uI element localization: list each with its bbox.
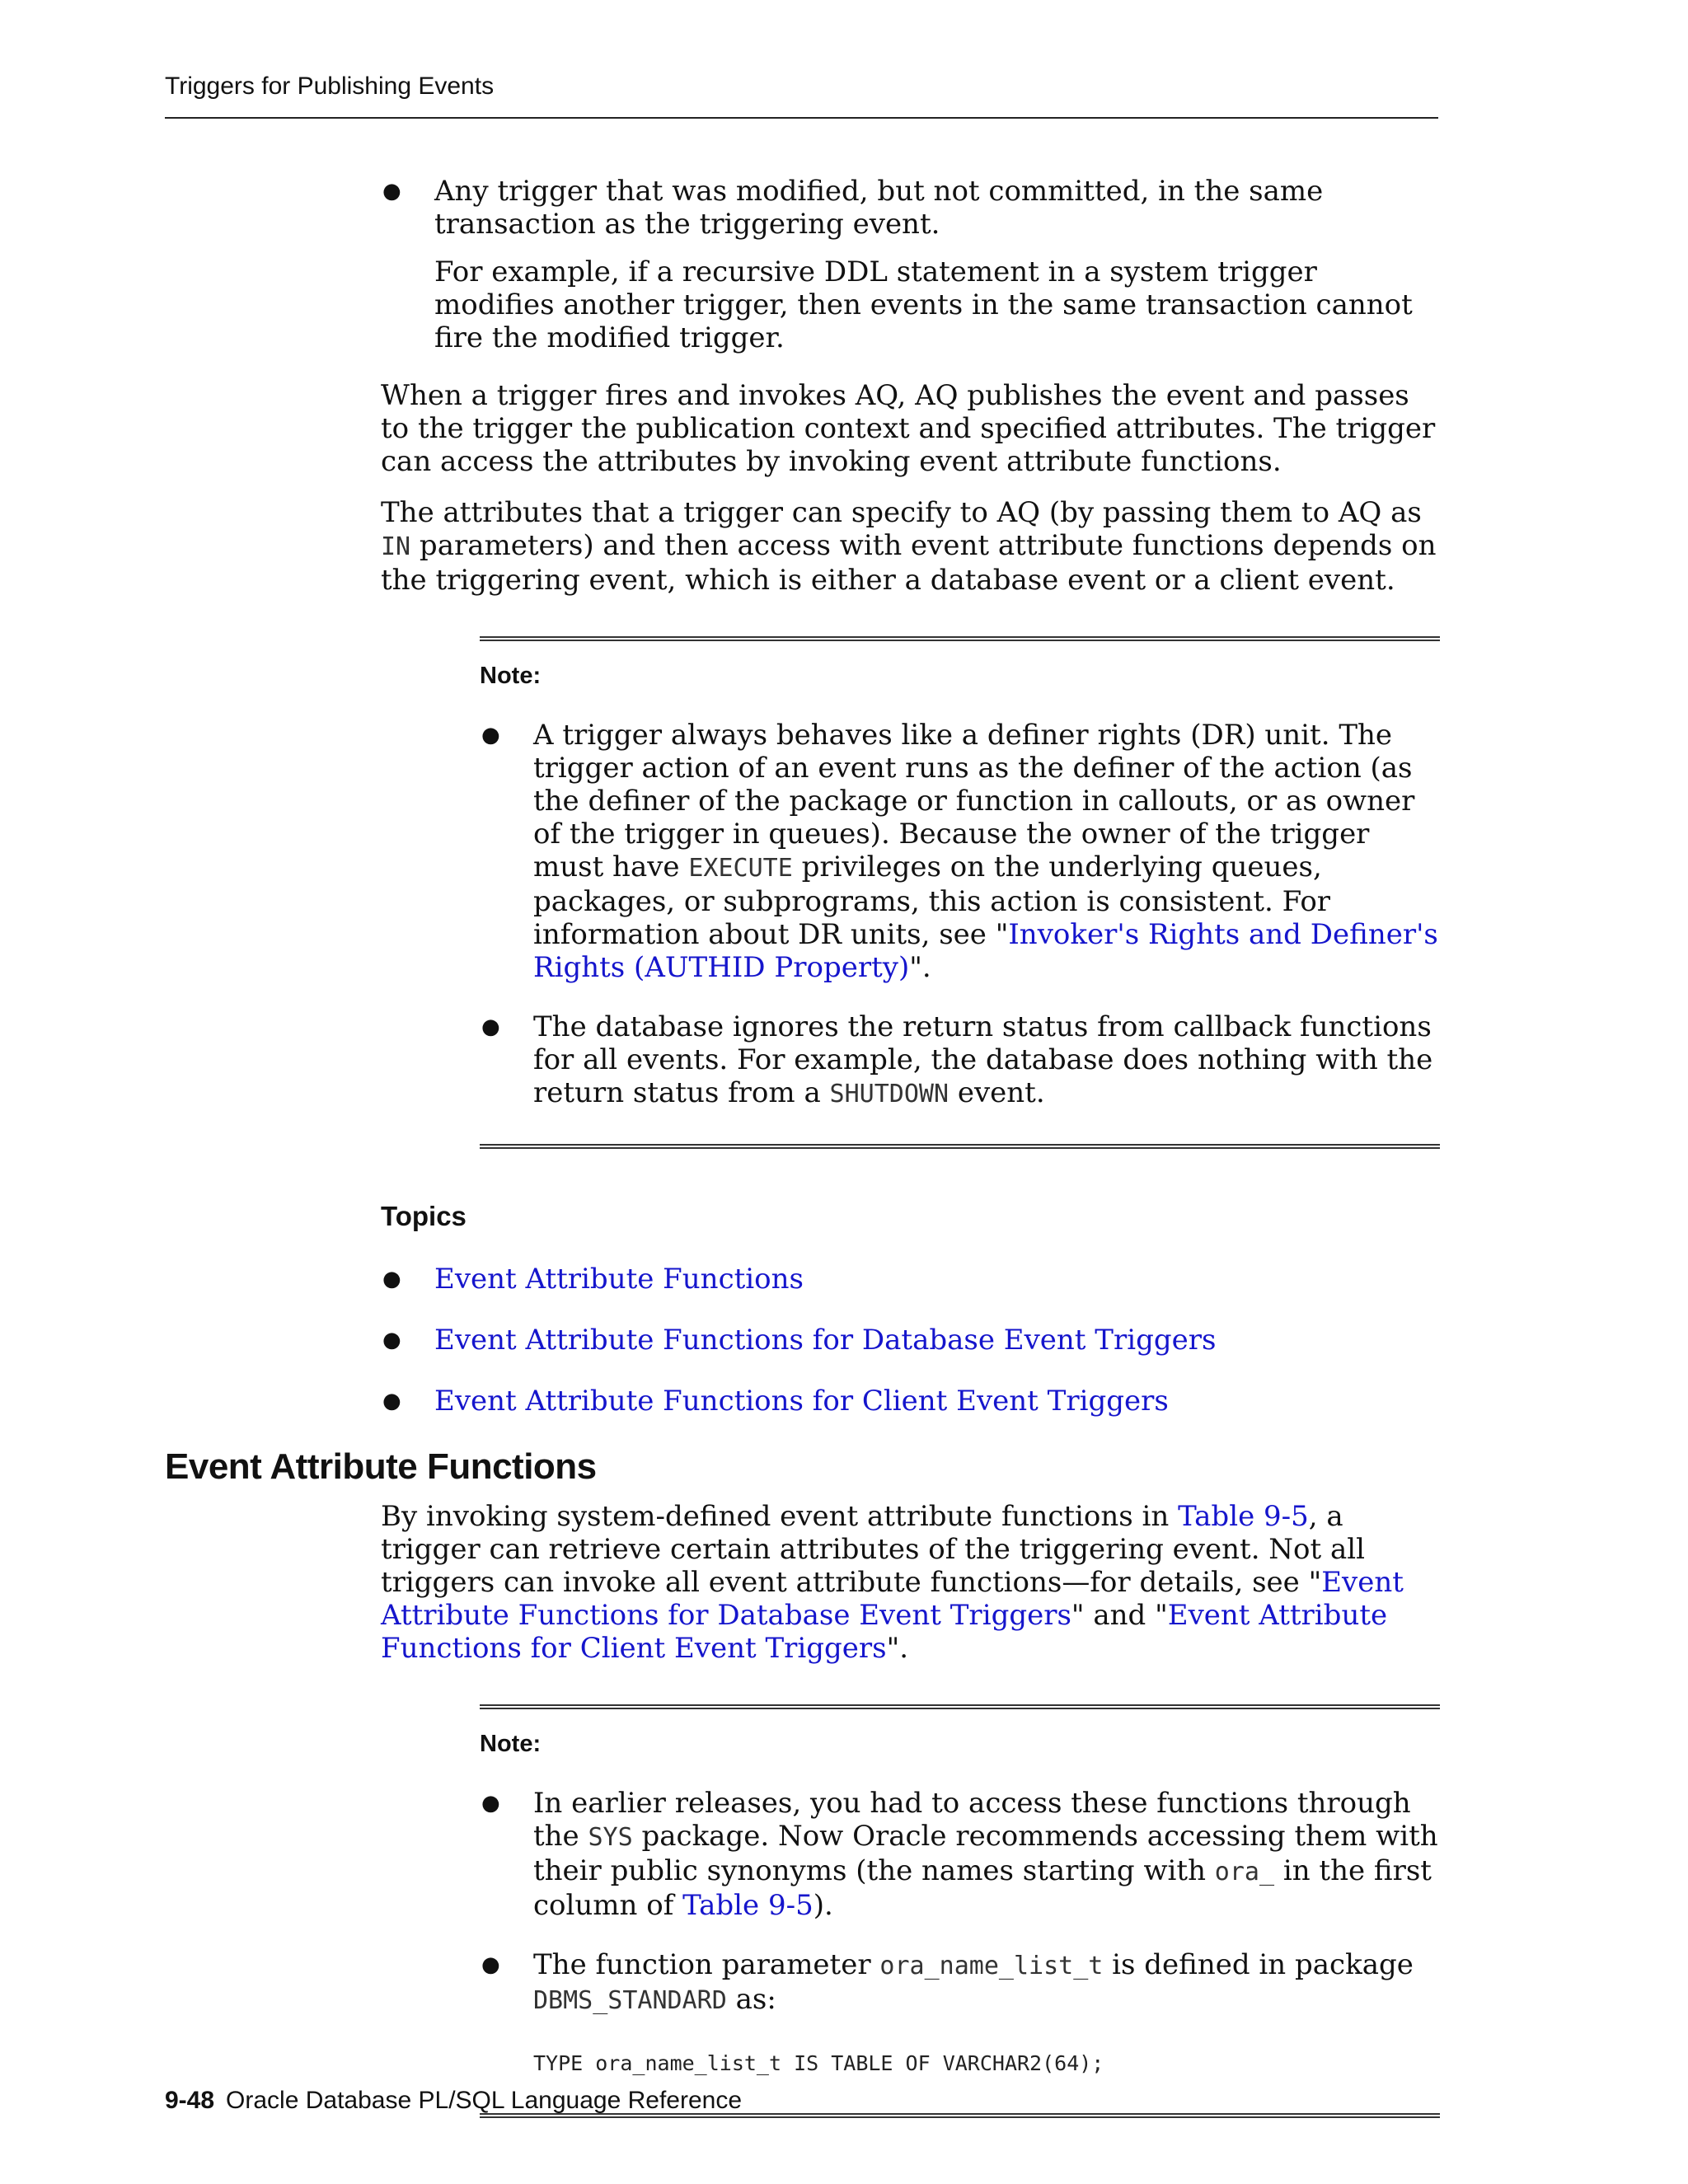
paragraph: [381, 496, 1440, 597]
text-run: ".: [909, 951, 931, 984]
inline-code: ora_: [1214, 1858, 1275, 1886]
xref-link[interactable]: Table 9-5: [682, 1889, 814, 1922]
bullet-icon: ●: [382, 179, 401, 204]
inline-code: SYS: [588, 1823, 633, 1852]
page-number: 9-48: [165, 2087, 215, 2114]
bullet-icon: ●: [382, 1267, 401, 1291]
topic-link[interactable]: Event Attribute Functions for Database Event Triggers: [434, 1324, 1217, 1357]
paragraph: When a trigger fires and invokes AQ, AQ publishes the event and passes to the trigger the publication context and specified attributes. The trigger can access the attributes by invoking event attribute functions.: [381, 379, 1436, 478]
xref-link[interactable]: Invoker's Rights and Definer's Rights (AUTHID Property): [533, 918, 1438, 984]
list-item: [480, 719, 1440, 984]
inline-code: SHUTDOWN: [829, 1080, 950, 1108]
bullet-text: Any trigger that was modified, but not committed, in the same transaction as the triggering event.: [434, 175, 1324, 241]
inline-code: EXECUTE: [688, 854, 793, 883]
note-box: [480, 636, 1440, 1149]
bullet-text: [533, 1948, 1440, 2018]
text-run: is defined in package: [1103, 1948, 1414, 1981]
bullet-icon: ●: [481, 1015, 500, 1039]
text-run: package. Now Oracle recommends accessing them with their public synonyms (the names starting with: [533, 1820, 1438, 1887]
note-title: Note:: [480, 663, 542, 689]
note-list: [480, 1787, 1440, 2080]
bullet-text: [533, 719, 1440, 984]
topic-link[interactable]: Event Attribute Functions: [434, 1263, 804, 1296]
text-run: " and ": [1071, 1599, 1168, 1632]
inline-code: IN: [381, 532, 411, 561]
note-box: [480, 1704, 1440, 2118]
list-item: [381, 1263, 1440, 1296]
topics-list: [381, 1263, 1440, 1418]
xref-link[interactable]: Event Attribute Functions for Client Event Triggers: [381, 1599, 1388, 1665]
text-run: ".: [886, 1632, 909, 1665]
example-text: For example, if a recursive DDL statement in a system trigger modifies another trigger, then events in the same transaction cannot fire the modified trigger.: [434, 255, 1413, 354]
section-heading: Event Attribute Functions: [165, 1446, 597, 1487]
text-run: , a trigger can retrieve certain attributes of the triggering event. Not all triggers can invoke all event attribute functions—for details, see ": [381, 1500, 1366, 1599]
book-title: Oracle Database PL/SQL Language Reference: [226, 2087, 743, 2114]
inline-code: DBMS_STANDARD: [533, 1986, 727, 2015]
text-run: The function parameter: [533, 1948, 880, 1981]
paragraph: [381, 1500, 1440, 1665]
list-item: [381, 1324, 1440, 1357]
bullet-icon: ●: [481, 1791, 500, 1816]
text-run: ).: [813, 1889, 833, 1922]
topic-link[interactable]: Event Attribute Functions for Client Event Triggers: [434, 1385, 1169, 1418]
xref-link[interactable]: Table 9-5: [1178, 1500, 1309, 1533]
list-item: [480, 1948, 1440, 2080]
bullet-text: [533, 1787, 1440, 1922]
header-rule: [165, 117, 1438, 119]
note-list: [480, 719, 1440, 1111]
text-run: By invoking system-defined event attribute functions in: [381, 1500, 1179, 1533]
list-item: [381, 175, 1440, 354]
running-header: Triggers for Publishing Events: [165, 73, 495, 100]
text-run: event.: [949, 1076, 1045, 1109]
text-run: parameters) and then access with event attribute functions depends on the triggering event, which is either a database event or a client event.: [381, 529, 1437, 597]
text-run: as:: [726, 1983, 776, 2016]
text-run: The attributes that a trigger can specify to AQ (by passing them to AQ as: [381, 496, 1422, 529]
text-run: privileges on the underlying queues, packages, or subprograms, this action is consistent. For information about DR units, see ": [533, 851, 1331, 951]
note-title: Note:: [480, 1731, 542, 1757]
text-run: In earlier releases, you had to access these functions through the: [533, 1787, 1411, 1853]
list-item: [480, 1787, 1440, 1922]
topics-heading: Topics: [381, 1201, 467, 1231]
bullet-icon: ●: [382, 1328, 401, 1352]
bullet-text: [533, 1010, 1440, 1111]
list-item: [381, 1385, 1440, 1418]
bullet-icon: ●: [481, 723, 500, 748]
text-run: A trigger always behaves like a definer rights (DR) unit. The trigger action of an event runs as the definer of the action (as the definer of the package or function in callouts, or as owner of the trigger in queues). Because the owner of the trigger must have: [533, 719, 1415, 883]
inline-code: ora_name_list_t: [879, 1952, 1104, 1980]
page-footer: [165, 2087, 742, 2115]
text-run: in the first column of: [533, 1854, 1432, 1922]
xref-link[interactable]: Event Attribute Functions for Database Event Triggers: [381, 1566, 1404, 1632]
list-item: [480, 1010, 1440, 1111]
intro-bullet-list: [381, 175, 1440, 354]
code-block: TYPE ora_name_list_t IS TABLE OF VARCHAR2(64);: [533, 2051, 1104, 2075]
bullet-icon: ●: [382, 1389, 401, 1413]
text-run: The database ignores the return status from callback functions for all events. For example, the database does nothing with the return status from a: [533, 1010, 1433, 1109]
bullet-icon: ●: [481, 1952, 500, 1977]
